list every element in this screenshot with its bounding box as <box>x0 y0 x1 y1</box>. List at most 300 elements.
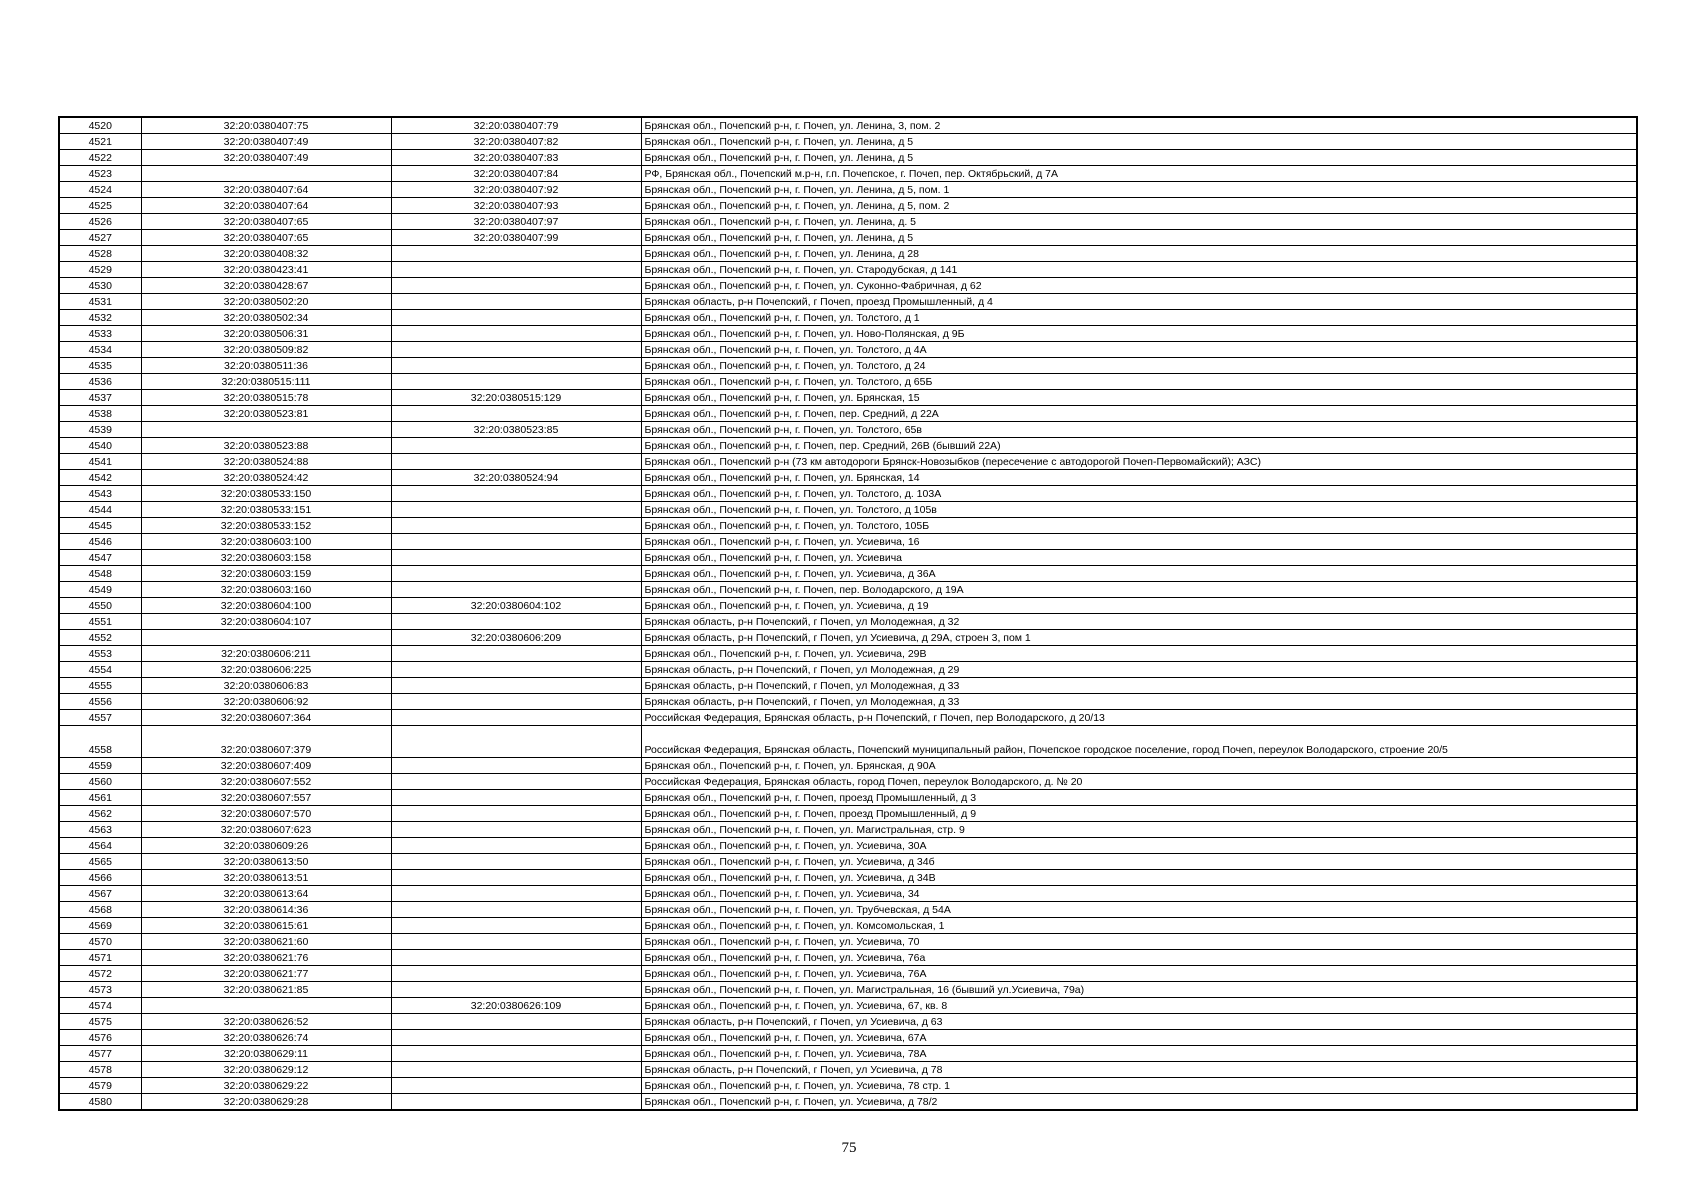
address-cell: Брянская обл., Почепский р-н, г. Почеп, ул. Толстого, д. 103А <box>641 486 1637 502</box>
row-number-cell: 4580 <box>59 1094 141 1111</box>
object-number-cell <box>391 1062 641 1078</box>
address-cell: Брянская обл., Почепский р-н, г. Почеп, ул. Ленина, 3, пом. 2 <box>641 117 1637 134</box>
row-number-cell: 4559 <box>59 758 141 774</box>
object-number-cell <box>391 790 641 806</box>
address-cell: Брянская обл., Почепский р-н, г. Почеп, ул. Ленина, д 5 <box>641 150 1637 166</box>
table-row <box>59 486 1637 502</box>
object-number-cell <box>391 950 641 966</box>
row-number-cell: 4568 <box>59 902 141 918</box>
address-cell: Брянская обл., Почепский р-н, г. Почеп, ул. Ленина, д 28 <box>641 246 1637 262</box>
object-number-cell <box>391 1014 641 1030</box>
object-number-cell <box>391 902 641 918</box>
object-number-cell <box>391 678 641 694</box>
row-number-cell: 4578 <box>59 1062 141 1078</box>
table-row <box>59 646 1637 662</box>
address-cell: Брянская обл., Почепский р-н, г. Почеп, ул. Усиевича, 78А <box>641 1046 1637 1062</box>
parcel-number-cell: 32:20:0380629:28 <box>141 1094 391 1111</box>
table-row <box>59 422 1637 438</box>
object-number-cell <box>391 870 641 886</box>
row-number-cell: 4556 <box>59 694 141 710</box>
address-cell: Брянская обл., Почепский р-н, г. Почеп, ул. Стародубская, д 141 <box>641 262 1637 278</box>
row-number-cell: 4572 <box>59 966 141 982</box>
object-number-cell <box>391 358 641 374</box>
table-row <box>59 774 1637 790</box>
table-row <box>59 950 1637 966</box>
parcel-number-cell: 32:20:0380407:64 <box>141 182 391 198</box>
parcel-number-cell: 32:20:0380524:88 <box>141 454 391 470</box>
row-number-cell: 4563 <box>59 822 141 838</box>
parcel-number-cell: 32:20:0380502:20 <box>141 294 391 310</box>
address-cell: Брянская обл., Почепский р-н, г. Почеп, ул. Брянская, 14 <box>641 470 1637 486</box>
parcel-number-cell: 32:20:0380606:211 <box>141 646 391 662</box>
object-number-cell: 32:20:0380407:82 <box>391 134 641 150</box>
row-number-cell: 4533 <box>59 326 141 342</box>
object-number-cell <box>391 518 641 534</box>
table-row <box>59 1078 1637 1094</box>
object-number-cell <box>391 502 641 518</box>
object-number-cell <box>391 1046 641 1062</box>
address-cell: Брянская область, р-н Почепский, г Почеп, ул Молодежная, д 33 <box>641 694 1637 710</box>
object-number-cell <box>391 694 641 710</box>
address-cell: Брянская область, р-н Почепский, г Почеп, проезд Промышленный, д 4 <box>641 294 1637 310</box>
address-cell: Брянская обл., Почепский р-н, г. Почеп, пер. Володарского, д 19А <box>641 582 1637 598</box>
table-row <box>59 822 1637 838</box>
address-cell: Брянская обл., Почепский р-н, г. Почеп, ул. Усиевича, д 78/2 <box>641 1094 1637 1111</box>
row-number-cell: 4574 <box>59 998 141 1014</box>
row-number-cell: 4564 <box>59 838 141 854</box>
object-number-cell <box>391 294 641 310</box>
row-number-cell: 4521 <box>59 134 141 150</box>
address-cell: Брянская обл., Почепский р-н, г. Почеп, ул. Ленина, д. 5 <box>641 214 1637 230</box>
parcel-number-cell: 32:20:0380407:65 <box>141 230 391 246</box>
address-cell: Брянская область, р-н Почепский, г Почеп, ул Усиевича, д 63 <box>641 1014 1637 1030</box>
property-register-table <box>58 116 1638 1111</box>
object-number-cell <box>391 838 641 854</box>
parcel-number-cell: 32:20:0380629:22 <box>141 1078 391 1094</box>
row-number-cell: 4552 <box>59 630 141 646</box>
row-number-cell: 4550 <box>59 598 141 614</box>
table-row <box>59 198 1637 214</box>
row-number-cell: 4534 <box>59 342 141 358</box>
table-row <box>59 470 1637 486</box>
table-row <box>59 326 1637 342</box>
object-number-cell <box>391 886 641 902</box>
address-cell: Российская Федерация, Брянская область, Почепский муниципальный район, Почепское городское поселение, город Почеп, переулок Володарского, строение 20/5 <box>641 726 1637 758</box>
object-number-cell: 32:20:0380407:83 <box>391 150 641 166</box>
object-number-cell: 32:20:0380604:102 <box>391 598 641 614</box>
parcel-number-cell: 32:20:0380629:11 <box>141 1046 391 1062</box>
table-row <box>59 390 1637 406</box>
table-row <box>59 886 1637 902</box>
row-number-cell: 4570 <box>59 934 141 950</box>
register-body <box>59 117 1637 1110</box>
address-cell: Брянская обл., Почепский р-н, г. Почеп, ул. Брянская, д 90А <box>641 758 1637 774</box>
address-cell: Брянская обл., Почепский р-н, г. Почеп, проезд Промышленный, д 3 <box>641 790 1637 806</box>
object-number-cell <box>391 726 641 758</box>
row-number-cell: 4532 <box>59 310 141 326</box>
table-row <box>59 358 1637 374</box>
parcel-number-cell: 32:20:0380523:88 <box>141 438 391 454</box>
address-cell: Брянская область, р-н Почепский, г Почеп, ул Молодежная, д 29 <box>641 662 1637 678</box>
object-number-cell: 32:20:0380407:99 <box>391 230 641 246</box>
address-cell: Брянская обл., Почепский р-н, г. Почеп, ул. Трубчевская, д 54А <box>641 902 1637 918</box>
row-number-cell: 4523 <box>59 166 141 182</box>
address-cell: Брянская обл., Почепский р-н, г. Почеп, ул. Магистральная, 16 (бывший ул.Усиевича, 79а) <box>641 982 1637 998</box>
object-number-cell <box>391 662 641 678</box>
row-number-cell: 4541 <box>59 454 141 470</box>
row-number-cell: 4569 <box>59 918 141 934</box>
object-number-cell <box>391 262 641 278</box>
table-row <box>59 694 1637 710</box>
table-row <box>59 502 1637 518</box>
address-cell: Российская Федерация, Брянская область, р-н Почепский, г Почеп, пер Володарского, д 20/13 <box>641 710 1637 726</box>
row-number-cell: 4548 <box>59 566 141 582</box>
parcel-number-cell <box>141 630 391 646</box>
table-row <box>59 598 1637 614</box>
table-row <box>59 310 1637 326</box>
object-number-cell <box>391 822 641 838</box>
row-number-cell: 4538 <box>59 406 141 422</box>
parcel-number-cell: 32:20:0380428:67 <box>141 278 391 294</box>
address-cell: Брянская обл., Почепский р-н, г. Почеп, ул. Ленина, д 5, пом. 1 <box>641 182 1637 198</box>
row-number-cell: 4530 <box>59 278 141 294</box>
object-number-cell <box>391 982 641 998</box>
table-row <box>59 854 1637 870</box>
object-number-cell: 32:20:0380407:93 <box>391 198 641 214</box>
row-number-cell: 4553 <box>59 646 141 662</box>
object-number-cell <box>391 246 641 262</box>
object-number-cell <box>391 310 641 326</box>
row-number-cell: 4535 <box>59 358 141 374</box>
address-cell: Брянская обл., Почепский р-н, г. Почеп, ул. Усиевича, 67А <box>641 1030 1637 1046</box>
object-number-cell <box>391 1094 641 1111</box>
row-number-cell: 4522 <box>59 150 141 166</box>
row-number-cell: 4551 <box>59 614 141 630</box>
table-row <box>59 710 1637 726</box>
table-row <box>59 117 1637 134</box>
parcel-number-cell: 32:20:0380604:107 <box>141 614 391 630</box>
row-number-cell: 4537 <box>59 390 141 406</box>
address-cell: Брянская обл., Почепский р-н, г. Почеп, ул. Усиевича, 76А <box>641 966 1637 982</box>
table-row <box>59 902 1637 918</box>
parcel-number-cell: 32:20:0380408:32 <box>141 246 391 262</box>
row-number-cell: 4554 <box>59 662 141 678</box>
row-number-cell: 4520 <box>59 117 141 134</box>
parcel-number-cell: 32:20:0380603:160 <box>141 582 391 598</box>
parcel-number-cell: 32:20:0380515:111 <box>141 374 391 390</box>
object-number-cell <box>391 374 641 390</box>
object-number-cell <box>391 646 641 662</box>
object-number-cell <box>391 566 641 582</box>
object-number-cell: 32:20:0380407:97 <box>391 214 641 230</box>
row-number-cell: 4542 <box>59 470 141 486</box>
parcel-number-cell: 32:20:0380533:152 <box>141 518 391 534</box>
table-row <box>59 342 1637 358</box>
object-number-cell: 32:20:0380523:85 <box>391 422 641 438</box>
row-number-cell: 4528 <box>59 246 141 262</box>
parcel-number-cell: 32:20:0380502:34 <box>141 310 391 326</box>
address-cell: Брянская обл., Почепский р-н, г. Почеп, ул. Ленина, д 5 <box>641 134 1637 150</box>
table-row <box>59 998 1637 1014</box>
table-row <box>59 678 1637 694</box>
address-cell: Брянская обл., Почепский р-н, г. Почеп, ул. Усиевича <box>641 550 1637 566</box>
address-cell: Брянская обл., Почепский р-н, г. Почеп, ул. Усиевича, д 34б <box>641 854 1637 870</box>
table-row <box>59 454 1637 470</box>
parcel-number-cell: 32:20:0380407:49 <box>141 150 391 166</box>
row-number-cell: 4560 <box>59 774 141 790</box>
parcel-number-cell: 32:20:0380613:51 <box>141 870 391 886</box>
object-number-cell <box>391 342 641 358</box>
table-row <box>59 582 1637 598</box>
row-number-cell: 4524 <box>59 182 141 198</box>
object-number-cell <box>391 1030 641 1046</box>
parcel-number-cell: 32:20:0380407:64 <box>141 198 391 214</box>
parcel-number-cell: 32:20:0380423:41 <box>141 262 391 278</box>
table-row <box>59 982 1637 998</box>
address-cell: Брянская обл., Почепский р-н, г. Почеп, ул. Ленина, д 5 <box>641 230 1637 246</box>
row-number-cell: 4539 <box>59 422 141 438</box>
address-cell: Брянская область, р-н Почепский, г Почеп, ул Молодежная, д 32 <box>641 614 1637 630</box>
row-number-cell: 4527 <box>59 230 141 246</box>
object-number-cell: 32:20:0380524:94 <box>391 470 641 486</box>
row-number-cell: 4547 <box>59 550 141 566</box>
table-row <box>59 406 1637 422</box>
address-cell: Брянская обл., Почепский р-н, г. Почеп, пер. Средний, 26В (бывший 22А) <box>641 438 1637 454</box>
row-number-cell: 4536 <box>59 374 141 390</box>
row-number-cell: 4557 <box>59 710 141 726</box>
table-row <box>59 1046 1637 1062</box>
table-row <box>59 294 1637 310</box>
object-number-cell <box>391 550 641 566</box>
address-cell: Брянская обл., Почепский р-н, г. Почеп, ул. Усиевича, д 34В <box>641 870 1637 886</box>
address-cell: Брянская обл., Почепский р-н, г. Почеп, ул. Толстого, д 4А <box>641 342 1637 358</box>
page-number: 75 <box>841 1140 857 1156</box>
row-number-cell: 4544 <box>59 502 141 518</box>
parcel-number-cell: 32:20:0380629:12 <box>141 1062 391 1078</box>
object-number-cell: 32:20:0380407:84 <box>391 166 641 182</box>
row-number-cell: 4558 <box>59 726 141 758</box>
parcel-number-cell: 32:20:0380621:85 <box>141 982 391 998</box>
parcel-number-cell: 32:20:0380607:557 <box>141 790 391 806</box>
row-number-cell: 4579 <box>59 1078 141 1094</box>
address-cell: Брянская обл., Почепский р-н, г. Почеп, ул. Ново-Полянская, д 9Б <box>641 326 1637 342</box>
object-number-cell: 32:20:0380407:92 <box>391 182 641 198</box>
parcel-number-cell: 32:20:0380607:552 <box>141 774 391 790</box>
table-row <box>59 630 1637 646</box>
object-number-cell <box>391 278 641 294</box>
parcel-number-cell: 32:20:0380607:570 <box>141 806 391 822</box>
row-number-cell: 4540 <box>59 438 141 454</box>
address-cell: Брянская обл., Почепский р-н, г. Почеп, ул. Толстого, д 1 <box>641 310 1637 326</box>
address-cell: Брянская обл., Почепский р-н, г. Почеп, ул. Усиевича, 29В <box>641 646 1637 662</box>
address-cell: Брянская обл., Почепский р-н, г. Почеп, ул. Толстого, 65в <box>641 422 1637 438</box>
address-cell: Брянская обл., Почепский р-н, г. Почеп, ул. Ленина, д 5, пом. 2 <box>641 198 1637 214</box>
table-row <box>59 662 1637 678</box>
row-number-cell: 4565 <box>59 854 141 870</box>
address-cell: Брянская область, р-н Почепский, г Почеп, ул Усиевича, д 78 <box>641 1062 1637 1078</box>
parcel-number-cell: 32:20:0380607:364 <box>141 710 391 726</box>
row-number-cell: 4545 <box>59 518 141 534</box>
row-number-cell: 4567 <box>59 886 141 902</box>
address-cell: Брянская обл., Почепский р-н, г. Почеп, ул. Толстого, 105Б <box>641 518 1637 534</box>
row-number-cell: 4571 <box>59 950 141 966</box>
parcel-number-cell: 32:20:0380603:100 <box>141 534 391 550</box>
row-number-cell: 4576 <box>59 1030 141 1046</box>
parcel-number-cell: 32:20:0380626:52 <box>141 1014 391 1030</box>
object-number-cell <box>391 1078 641 1094</box>
object-number-cell <box>391 582 641 598</box>
object-number-cell <box>391 934 641 950</box>
row-number-cell: 4531 <box>59 294 141 310</box>
object-number-cell <box>391 774 641 790</box>
table-row <box>59 806 1637 822</box>
parcel-number-cell <box>141 166 391 182</box>
parcel-number-cell <box>141 998 391 1014</box>
table-row <box>59 150 1637 166</box>
parcel-number-cell: 32:20:0380509:82 <box>141 342 391 358</box>
parcel-number-cell: 32:20:0380523:81 <box>141 406 391 422</box>
row-number-cell: 4546 <box>59 534 141 550</box>
table-row <box>59 838 1637 854</box>
table-row <box>59 278 1637 294</box>
table-row <box>59 550 1637 566</box>
table-row <box>59 246 1637 262</box>
parcel-number-cell: 32:20:0380606:92 <box>141 694 391 710</box>
address-cell: Брянская обл., Почепский р-н, г. Почеп, ул. Усиевича, 78 стр. 1 <box>641 1078 1637 1094</box>
parcel-number-cell: 32:20:0380607:379 <box>141 726 391 758</box>
table-row <box>59 614 1637 630</box>
address-cell: Брянская область, р-н Почепский, г Почеп, ул Усиевича, д 29А, строен 3, пом 1 <box>641 630 1637 646</box>
parcel-number-cell <box>141 422 391 438</box>
row-number-cell: 4526 <box>59 214 141 230</box>
parcel-number-cell: 32:20:0380604:100 <box>141 598 391 614</box>
row-number-cell: 4561 <box>59 790 141 806</box>
parcel-number-cell: 32:20:0380607:623 <box>141 822 391 838</box>
object-number-cell <box>391 918 641 934</box>
parcel-number-cell: 32:20:0380606:225 <box>141 662 391 678</box>
table-row <box>59 966 1637 982</box>
row-number-cell: 4529 <box>59 262 141 278</box>
address-cell: Брянская обл., Почепский р-н, г. Почеп, ул. Усиевича, 67, кв. 8 <box>641 998 1637 1014</box>
table-row <box>59 918 1637 934</box>
parcel-number-cell: 32:20:0380407:49 <box>141 134 391 150</box>
parcel-number-cell: 32:20:0380609:26 <box>141 838 391 854</box>
parcel-number-cell: 32:20:0380533:150 <box>141 486 391 502</box>
object-number-cell <box>391 806 641 822</box>
object-number-cell <box>391 406 641 422</box>
object-number-cell <box>391 454 641 470</box>
table-row <box>59 214 1637 230</box>
parcel-number-cell: 32:20:0380613:50 <box>141 854 391 870</box>
table-row <box>59 166 1637 182</box>
parcel-number-cell: 32:20:0380621:77 <box>141 966 391 982</box>
parcel-number-cell: 32:20:0380606:83 <box>141 678 391 694</box>
address-cell: Брянская обл., Почепский р-н, г. Почеп, ул. Толстого, д 65Б <box>641 374 1637 390</box>
address-cell: Брянская обл., Почепский р-н, г. Почеп, проезд Промышленный, д 9 <box>641 806 1637 822</box>
object-number-cell: 32:20:0380626:109 <box>391 998 641 1014</box>
parcel-number-cell: 32:20:0380603:158 <box>141 550 391 566</box>
table-row <box>59 934 1637 950</box>
table-row <box>59 726 1637 758</box>
address-cell: Брянская обл., Почепский р-н, г. Почеп, ул. Усиевича, 16 <box>641 534 1637 550</box>
address-cell: Брянская обл., Почепский р-н, г. Почеп, ул. Комсомольская, 1 <box>641 918 1637 934</box>
parcel-number-cell: 32:20:0380614:36 <box>141 902 391 918</box>
object-number-cell <box>391 966 641 982</box>
parcel-number-cell: 32:20:0380621:60 <box>141 934 391 950</box>
object-number-cell <box>391 614 641 630</box>
parcel-number-cell: 32:20:0380621:76 <box>141 950 391 966</box>
object-number-cell <box>391 758 641 774</box>
address-cell: Брянская обл., Почепский р-н, г. Почеп, ул. Магистральная, стр. 9 <box>641 822 1637 838</box>
parcel-number-cell: 32:20:0380613:64 <box>141 886 391 902</box>
parcel-number-cell: 32:20:0380603:159 <box>141 566 391 582</box>
object-number-cell <box>391 534 641 550</box>
object-number-cell <box>391 854 641 870</box>
address-cell: Брянская обл., Почепский р-н, г. Почеп, пер. Средний, д 22А <box>641 406 1637 422</box>
row-number-cell: 4575 <box>59 1014 141 1030</box>
address-cell: Российская Федерация, Брянская область, город Почеп, переулок Володарского, д. № 20 <box>641 774 1637 790</box>
table-row <box>59 566 1637 582</box>
parcel-number-cell: 32:20:0380407:65 <box>141 214 391 230</box>
address-cell: Брянская обл., Почепский р-н (73 км автодороги Брянск-Новозыбков (пересечение с автодорогой Почеп-Первомайский); АЗС) <box>641 454 1637 470</box>
address-cell: Брянская обл., Почепский р-н, г. Почеп, ул. Усиевича, д 19 <box>641 598 1637 614</box>
parcel-number-cell: 32:20:0380506:31 <box>141 326 391 342</box>
table-row <box>59 1030 1637 1046</box>
object-number-cell: 32:20:0380606:209 <box>391 630 641 646</box>
parcel-number-cell: 32:20:0380407:75 <box>141 117 391 134</box>
row-number-cell: 4525 <box>59 198 141 214</box>
object-number-cell <box>391 710 641 726</box>
table-row <box>59 1062 1637 1078</box>
address-cell: Брянская обл., Почепский р-н, г. Почеп, ул. Брянская, 15 <box>641 390 1637 406</box>
parcel-number-cell: 32:20:0380515:78 <box>141 390 391 406</box>
table-row <box>59 870 1637 886</box>
table-row <box>59 230 1637 246</box>
row-number-cell: 4573 <box>59 982 141 998</box>
parcel-number-cell: 32:20:0380615:61 <box>141 918 391 934</box>
address-cell: Брянская обл., Почепский р-н, г. Почеп, ул. Усиевича, 70 <box>641 934 1637 950</box>
table-row <box>59 1014 1637 1030</box>
row-number-cell: 4566 <box>59 870 141 886</box>
parcel-number-cell: 32:20:0380607:409 <box>141 758 391 774</box>
row-number-cell: 4549 <box>59 582 141 598</box>
address-cell: РФ, Брянская обл., Почепский м.р-н, г.п. Почепское, г. Почеп, пер. Октябрьский, д 7А <box>641 166 1637 182</box>
table-row <box>59 758 1637 774</box>
table-row <box>59 518 1637 534</box>
address-cell: Брянская обл., Почепский р-н, г. Почеп, ул. Усиевича, д 36А <box>641 566 1637 582</box>
table-row <box>59 374 1637 390</box>
object-number-cell <box>391 438 641 454</box>
object-number-cell: 32:20:0380407:79 <box>391 117 641 134</box>
table-row <box>59 438 1637 454</box>
parcel-number-cell: 32:20:0380511:36 <box>141 358 391 374</box>
address-cell: Брянская обл., Почепский р-н, г. Почеп, ул. Усиевича, 76а <box>641 950 1637 966</box>
table-row <box>59 534 1637 550</box>
parcel-number-cell: 32:20:0380524:42 <box>141 470 391 486</box>
object-number-cell <box>391 486 641 502</box>
row-number-cell: 4562 <box>59 806 141 822</box>
row-number-cell: 4555 <box>59 678 141 694</box>
object-number-cell: 32:20:0380515:129 <box>391 390 641 406</box>
parcel-number-cell: 32:20:0380533:151 <box>141 502 391 518</box>
table-row <box>59 134 1637 150</box>
object-number-cell <box>391 326 641 342</box>
table-row <box>59 1094 1637 1111</box>
row-number-cell: 4543 <box>59 486 141 502</box>
row-number-cell: 4577 <box>59 1046 141 1062</box>
address-cell: Брянская обл., Почепский р-н, г. Почеп, ул. Толстого, д 105в <box>641 502 1637 518</box>
address-cell: Брянская область, р-н Почепский, г Почеп, ул Молодежная, д 33 <box>641 678 1637 694</box>
